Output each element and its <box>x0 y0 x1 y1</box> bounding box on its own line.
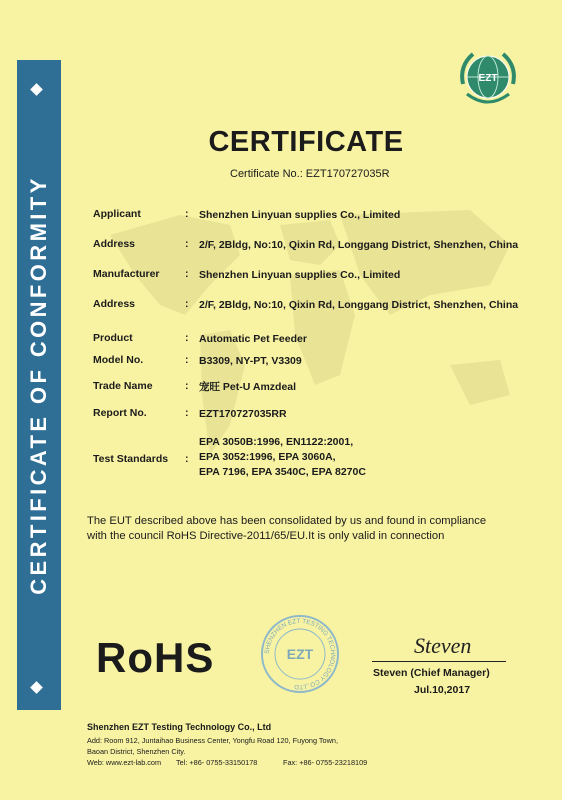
field-label: Applicant <box>93 208 141 220</box>
field-value: 2/F, 2Bldg, No:10, Qixin Rd, Longgang District, Shenzhen, China <box>199 239 519 251</box>
footer-fax: Fax: +86- 0755-23218109 <box>283 758 368 767</box>
footer-address-line: Add: Room 912, Juntaihao Business Center, Yongfu Road 120, Fuyong Town, <box>87 736 338 745</box>
field-label: Address <box>93 298 136 310</box>
field-colon: : <box>185 380 189 392</box>
field-label: Test Standards <box>93 453 169 465</box>
field-colon: : <box>185 298 189 310</box>
sign-date: Jul.10,2017 <box>414 684 471 696</box>
stamp-ring-text: SHENZHEN EZT TESTING TECHNOLOGY CO.,LTD <box>263 617 337 691</box>
field-value: Shenzhen Linyuan supplies Co., Limited <box>199 209 401 221</box>
test-standards-line: EPA 7196, EPA 3540C, EPA 8270C <box>199 466 366 478</box>
test-standards-line: EPA 3052:1996, EPA 3060A, <box>199 451 336 463</box>
field-colon: : <box>185 453 189 465</box>
signature <box>410 627 490 663</box>
field-value: 宠旺 Pet-U Amzdeal <box>199 381 297 393</box>
field-value: 2/F, 2Bldg, No:10, Qixin Rd, Longgang District, Shenzhen, China <box>199 299 519 311</box>
logo-text: EZT <box>478 73 498 84</box>
signature-line <box>372 661 506 662</box>
ezt-logo <box>455 44 521 110</box>
statement-line: with the council RoHS Directive-2011/65/EU.It is only valid in connection <box>87 530 445 542</box>
field-value: B3309, NY-PT, V3309 <box>199 355 302 367</box>
field-colon: : <box>185 238 189 250</box>
certificate-number: Certificate No.: EZT170727035R <box>230 168 390 180</box>
test-standards-line: EPA 3050B:1996, EN1122:2001, <box>199 436 354 448</box>
field-label: Product <box>93 332 133 344</box>
field-label: Address <box>93 238 136 250</box>
field-label: Trade Name <box>93 380 153 392</box>
signature-script: Steven <box>414 633 472 658</box>
sidebar-title: CERTIFICATE OF CONFORMITY <box>26 175 51 595</box>
company-stamp <box>259 613 341 695</box>
compliance-statement <box>87 514 537 544</box>
field-colon: : <box>185 354 189 366</box>
field-colon: : <box>185 332 189 344</box>
field-colon: : <box>185 407 189 419</box>
field-colon: : <box>185 268 189 280</box>
statement-line: The EUT described above has been consolidated by us and found in compliance <box>87 515 487 527</box>
stamp-center-text: EZT <box>286 646 314 662</box>
footer-tel: Tel: +86- 0755-33150178 <box>176 758 258 767</box>
footer-web: Web: www.ezt-lab.com <box>87 758 162 767</box>
field-value: Shenzhen Linyuan supplies Co., Limited <box>199 269 401 281</box>
field-colon: : <box>185 208 189 220</box>
field-label: Model No. <box>93 354 144 366</box>
certificate-title: CERTIFICATE <box>208 126 404 158</box>
field-value: EZT170727035RR <box>199 408 287 420</box>
field-label: Manufacturer <box>93 268 160 280</box>
footer-company: Shenzhen EZT Testing Technology Co., Ltd <box>87 722 272 732</box>
rohs-mark: RoHS <box>96 634 215 681</box>
field-label: Report No. <box>93 407 147 419</box>
signer-name: Steven (Chief Manager) <box>373 667 490 679</box>
footer-address-line: Baoan District, Shenzhen City. <box>87 747 186 756</box>
field-value: Automatic Pet Feeder <box>199 333 307 345</box>
world-map-watermark <box>90 195 530 475</box>
